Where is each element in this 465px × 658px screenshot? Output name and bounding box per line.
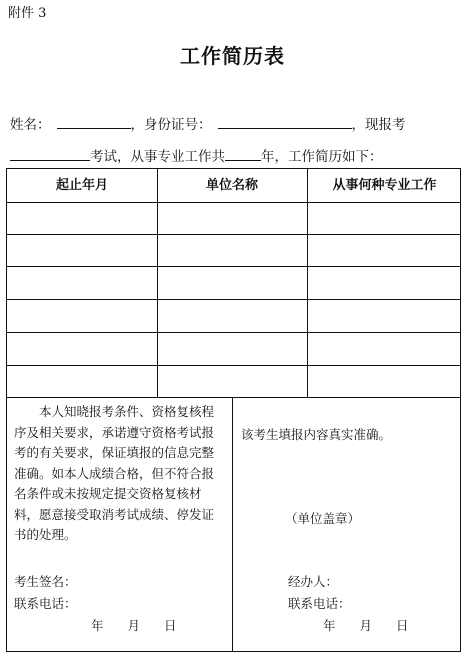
declaration-divider — [232, 397, 233, 652]
exam-name-field[interactable] — [10, 146, 90, 161]
row-divider — [7, 397, 460, 398]
apply-label: ，现报考 — [351, 117, 406, 133]
id-number-field[interactable] — [218, 114, 352, 129]
unit-seal-label: （单位盖章） — [285, 511, 361, 526]
table-cell-work-type-4[interactable] — [308, 300, 460, 331]
unit-date — [323, 616, 409, 634]
page-title: 工作简历表 — [180, 44, 285, 68]
column-header-employer: 单位名称 — [205, 178, 258, 193]
handler-label: 经办人： — [288, 574, 339, 589]
signature-label: 考生签名： — [14, 574, 77, 589]
date-month: 月 — [127, 618, 141, 633]
applicant-declaration: 本人知晓报考条件、资格复核程序及相关要求，承诺遵守资格考试报考的有关要求，保证填报的信息完整准确。如本人成绩合格，但不符合报名条件或未按规定提交资格复核材料，愿意接受取消考试成绩、停发证书的处理。 — [14, 404, 215, 542]
table-cell-period-2[interactable] — [8, 235, 156, 265]
applicant-date — [91, 616, 177, 634]
date-day: 日 — [164, 618, 177, 633]
table-cell-period-6[interactable] — [8, 366, 156, 396]
attachment-label: 附件 3 — [8, 6, 47, 21]
years-text: 年，工作简历如下： — [261, 149, 383, 165]
handler-phone-label: 联系电话： — [288, 596, 351, 611]
name-field[interactable] — [57, 114, 131, 129]
intro-line-2 — [10, 145, 383, 165]
id-label: ，身份证号： — [130, 117, 212, 133]
table-cell-work-type-1[interactable] — [308, 203, 460, 233]
table-cell-period-1[interactable] — [8, 203, 156, 233]
date-year: 年 — [91, 618, 104, 633]
unit-confirmation: 该考生填报内容真实准确。 — [241, 427, 392, 442]
table-cell-period-3[interactable] — [8, 267, 156, 298]
date-month: 月 — [359, 618, 373, 633]
table-cell-work-type-6[interactable] — [308, 366, 460, 396]
column-header-period: 起止年月 — [55, 178, 108, 193]
table-cell-work-type-2[interactable] — [308, 235, 460, 265]
table-cell-employer-4[interactable] — [158, 300, 306, 331]
table-cell-employer-3[interactable] — [158, 267, 306, 298]
intro-line-1 — [10, 113, 406, 133]
name-label: 姓名： — [10, 117, 51, 133]
table-cell-employer-6[interactable] — [158, 366, 306, 396]
table-cell-work-type-3[interactable] — [308, 267, 460, 298]
exam-text: 考试，从事专业工作共 — [90, 149, 225, 165]
years-field[interactable] — [225, 146, 261, 161]
date-year: 年 — [323, 618, 336, 633]
table-cell-employer-1[interactable] — [158, 203, 306, 233]
date-day: 日 — [396, 618, 409, 633]
phone-label: 联系电话： — [14, 596, 77, 611]
table-cell-period-5[interactable] — [8, 333, 156, 364]
table-cell-work-type-5[interactable] — [308, 333, 460, 364]
table-cell-period-4[interactable] — [8, 300, 156, 331]
work-history-table — [6, 168, 461, 652]
table-cell-employer-2[interactable] — [158, 235, 306, 265]
table-cell-employer-5[interactable] — [158, 333, 306, 364]
column-header-work-type: 从事何种专业工作 — [332, 178, 437, 193]
